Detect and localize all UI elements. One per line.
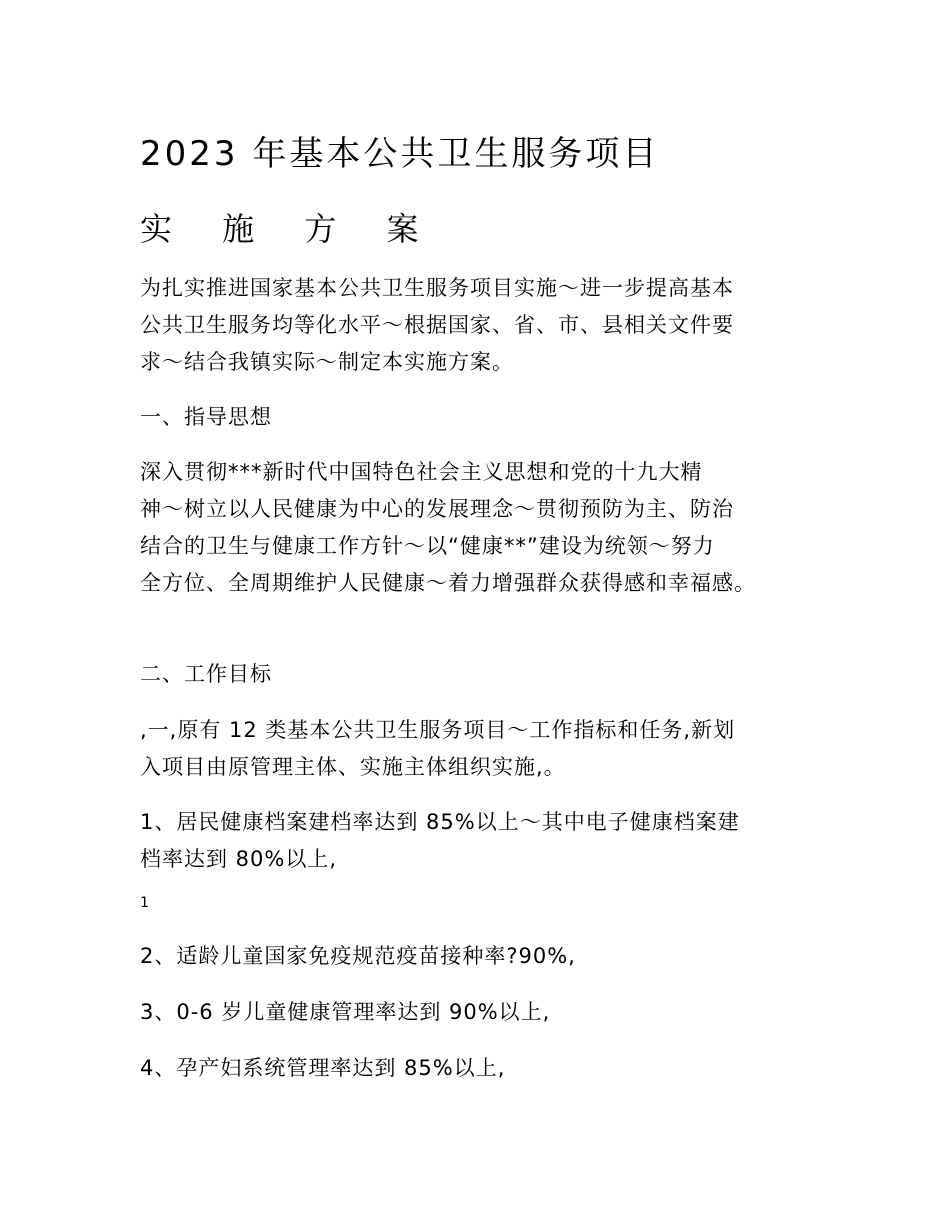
page-number: 1 <box>140 895 149 911</box>
section-heading-work-goals: 二、工作目标 <box>140 662 272 686</box>
list-item: 3、0-6 岁儿童健康管理率达到 90%以上, <box>140 1000 551 1024</box>
list-item-line: 档率达到 80%以上, <box>140 847 338 871</box>
document-subtitle: 实 施 方 案 <box>140 210 439 248</box>
section-heading-guiding-thought: 一、指导思想 <box>140 405 272 429</box>
list-item-line: 1、居民健康档案建档率达到 85%以上～其中电子健康档案建 <box>140 810 740 834</box>
intro-line: 求～结合我镇实际～制定本实施方案。 <box>140 350 514 374</box>
document-title: 2023 年基本公共卫生服务项目 <box>140 134 660 174</box>
paragraph-line: 结合的卫生与健康工作方针～以“健康**”建设为统领～努力 <box>140 534 715 558</box>
paragraph-line: ,一,原有 12 类基本公共卫生服务项目～工作指标和任务,新划 <box>140 718 736 742</box>
list-item: 4、孕产妇系统管理率达到 85%以上, <box>140 1056 506 1080</box>
intro-line: 公共卫生服务均等化水平～根据国家、省、市、县相关文件要 <box>140 313 734 337</box>
paragraph-line: 神～树立以人民健康为中心的发展理念～贯彻预防为主、防治 <box>140 497 734 521</box>
paragraph-line: 入项目由原管理主体、实施主体组织实施,。 <box>140 755 566 779</box>
list-item: 2、适龄儿童国家免疫规范疫苗接种率?90%, <box>140 944 576 968</box>
paragraph-line: 全方位、全周期维护人民健康～着力增强群众获得感和幸福感。 <box>140 571 756 595</box>
intro-line: 为扎实推进国家基本公共卫生服务项目实施～进一步提高基本 <box>140 276 734 300</box>
paragraph-line: 深入贯彻***新时代中国特色社会主义思想和党的十九大精 <box>140 460 703 484</box>
